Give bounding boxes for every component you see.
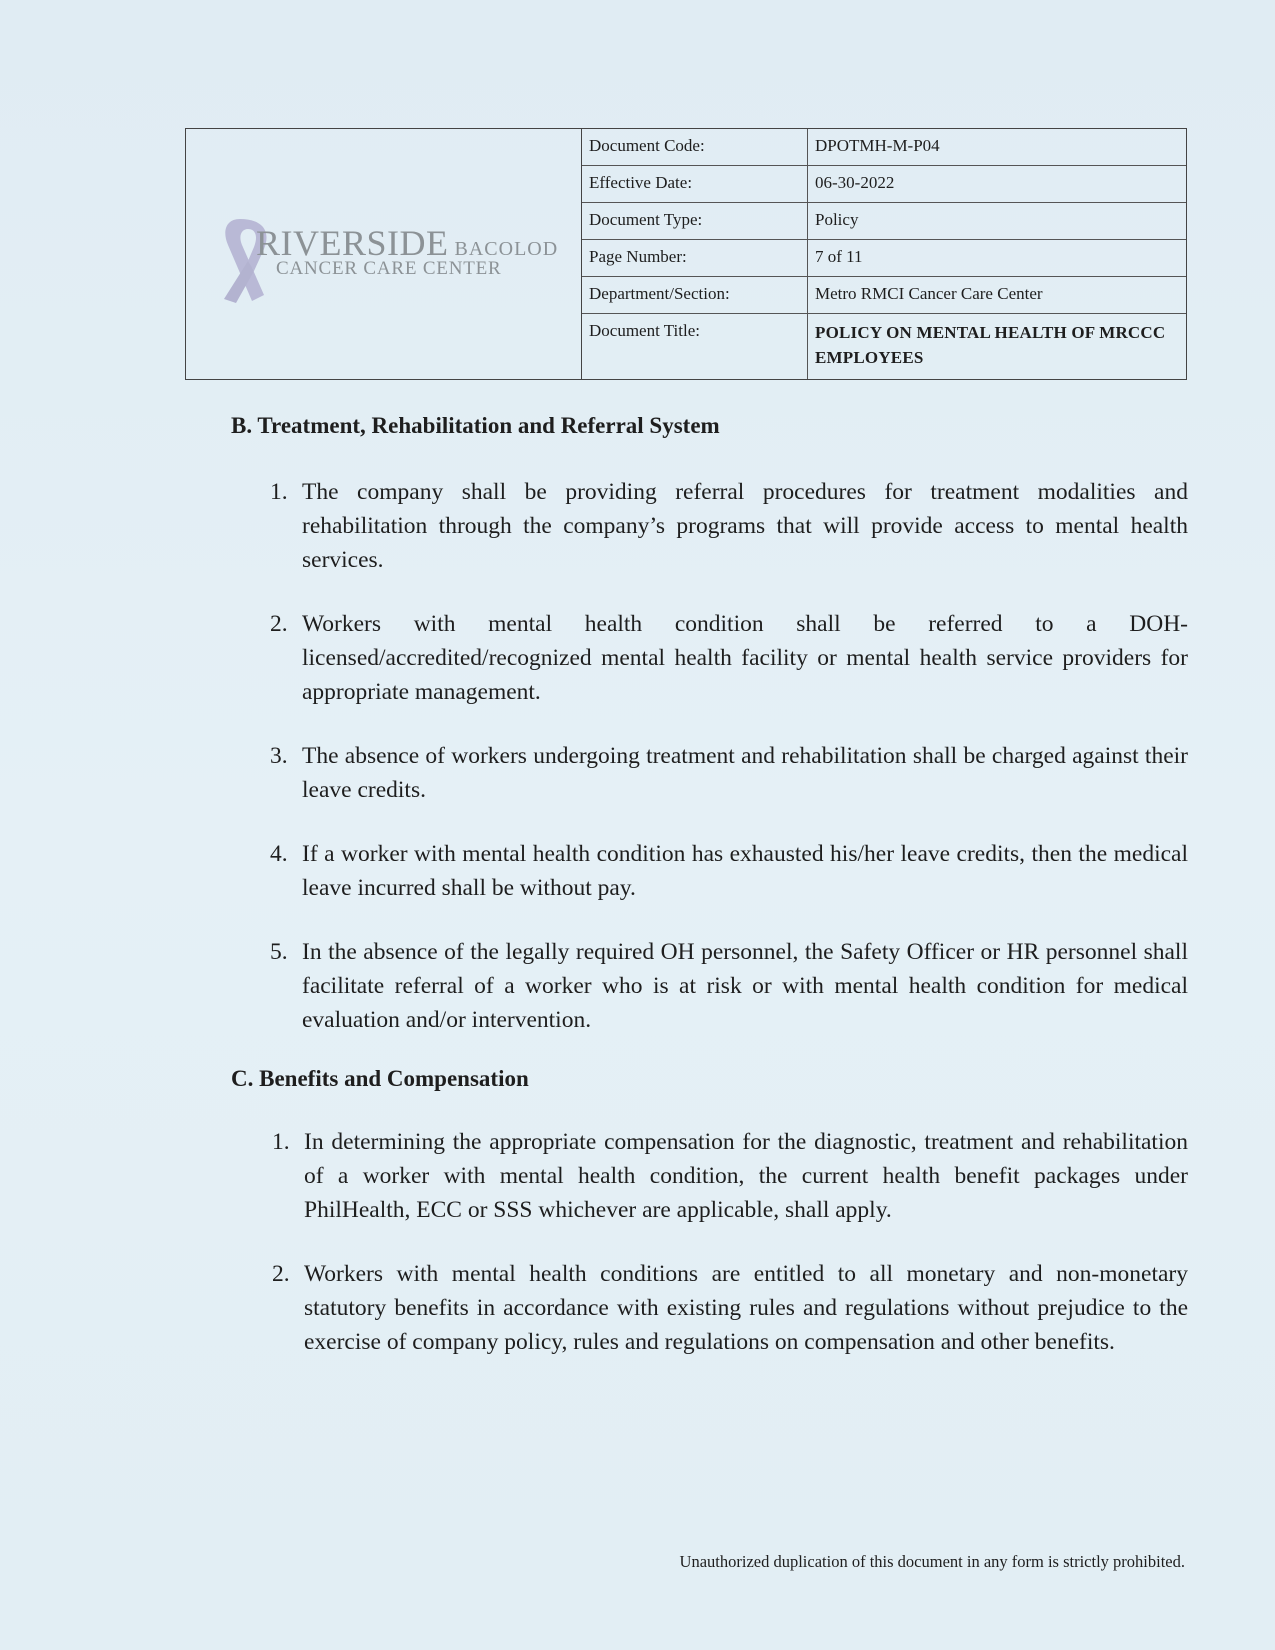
list-item: [270, 739, 1188, 807]
item-number: 1.: [272, 1129, 290, 1155]
meta-value: 7 of 11: [815, 247, 863, 266]
section-title-c: C. Benefits and Compensation: [231, 1066, 529, 1091]
meta-value-title: POLICY ON MENTAL HEALTH OF MRCCC EMPLOYEES: [815, 323, 1166, 367]
item-text: The company shall be providing referral procedures for treatment modalities and rehabilitation through the company’s programs that will provide access to mental health services.: [302, 479, 1188, 573]
item-number: 1.: [270, 479, 288, 505]
document-metadata-table: [582, 129, 1186, 379]
item-text: In determining the appropriate compensation for the diagnostic, treatment and rehabilitation of a worker with mental health condition, the current health benefit packages under PhilHealth, ECC or SSS whichever are applicable, shall apply.: [304, 1129, 1188, 1223]
meta-value: DPOTMH-M-P04: [815, 136, 940, 155]
meta-row-effective-date: [582, 166, 1186, 203]
item-text: In the absence of the legally required OH personnel, the Safety Officer or HR personnel shall facilitate referral of a worker who is at risk or with mental health condition for medical evaluation and/or intervention.: [302, 939, 1188, 1033]
list-item: [270, 837, 1188, 905]
item-text: Workers with mental health conditions are entitled to all monetary and non-monetary statutory benefits in accordance with existing rules and regulations without prejudice to the exercise of company policy, rules and regulations on compensation and other benefits.: [304, 1261, 1188, 1355]
item-number: 2.: [270, 611, 288, 637]
meta-row-department: [582, 277, 1186, 314]
item-text: If a worker with mental health condition has exhausted his/her leave credits, then the medical leave incurred shall be without pay.: [302, 841, 1188, 901]
logo-wordmark: [256, 225, 558, 261]
meta-label: Department/Section:: [582, 277, 808, 313]
list-item: [272, 1257, 1188, 1359]
meta-label: Effective Date:: [582, 166, 808, 202]
item-text: The absence of workers undergoing treatment and rehabilitation shall be charged against their leave credits.: [302, 743, 1188, 803]
riverside-logo: [218, 215, 558, 305]
meta-row-page-number: [582, 240, 1186, 277]
document-header: [185, 128, 1187, 380]
meta-row-document-title: [582, 314, 1186, 379]
meta-label: Document Type:: [582, 203, 808, 239]
item-number: 4.: [270, 841, 288, 867]
logo-main-text: RIVERSIDE: [256, 223, 449, 263]
meta-value: 06-30-2022: [815, 173, 895, 192]
item-number: 2.: [272, 1261, 290, 1287]
meta-label: Document Code:: [582, 129, 808, 165]
meta-value: Policy: [815, 210, 859, 229]
list-item: [270, 475, 1188, 577]
item-text: Workers with mental health condition shall be referred to a DOH-licensed/accredited/recognized mental health facility or mental health service providers for appropriate management.: [302, 611, 1188, 705]
list-item: [270, 935, 1188, 1037]
meta-value: Metro RMCI Cancer Care Center: [815, 284, 1043, 303]
meta-label: Page Number:: [582, 240, 808, 276]
section-c-list: [272, 1125, 1188, 1359]
section-title-b: B. Treatment, Rehabilitation and Referral System: [231, 413, 720, 438]
meta-label: Document Title:: [582, 314, 808, 379]
duplication-notice: Unauthorized duplication of this document in any form is strictly prohibited.: [679, 1552, 1185, 1571]
logo-subtitle: CANCER CARE CENTER: [276, 258, 502, 279]
list-item: [270, 607, 1188, 709]
item-number: 5.: [270, 939, 288, 965]
section-b-list: [270, 475, 1188, 1037]
meta-row-document-code: [582, 129, 1186, 166]
logo-cell: [186, 129, 582, 379]
meta-row-document-type: [582, 203, 1186, 240]
list-item: [272, 1125, 1188, 1227]
logo-suffix-text: BACOLOD: [454, 238, 559, 260]
item-number: 3.: [270, 743, 288, 769]
